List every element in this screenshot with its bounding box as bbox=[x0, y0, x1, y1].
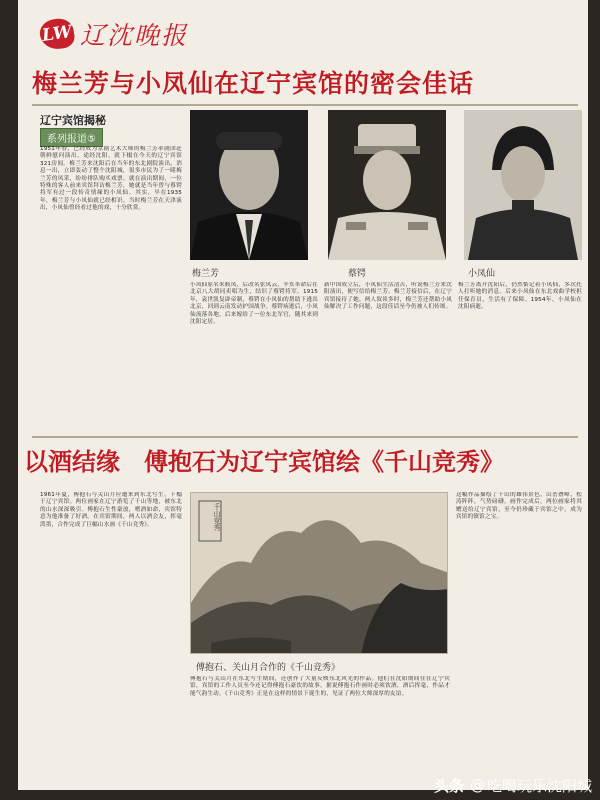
article2-body-left: 1961年夏，傅抱石与关山月应邀来到东北写生，下榻于辽宁宾馆。两位画家在辽宁游览了千山等地，被东北的山水深深吸引。傅抱石生性豪放，嗜酒如命，宾馆特意为他准备了好酒。在宾馆期间，两人以酒会友，挥毫泼墨，合作完成了巨幅山水画《千山竞秀》。 bbox=[40, 492, 182, 528]
article1-body-col3: 新中国成立后，小凤仙生活清苦，听说梅兰芳来沈阳演出，便写信给梅兰芳。梅兰芳接信后，在辽宁宾馆接待了她。两人叙谈多时，梅兰芳还帮助小凤仙解决了工作问题，这段佳话至今仍被人们传颂。 bbox=[324, 282, 452, 311]
newspaper-name: 辽沈晚报 bbox=[80, 21, 189, 50]
portrait-woman-icon bbox=[464, 110, 582, 260]
photo-caption: 蔡锷 bbox=[348, 269, 367, 279]
article2-body-bottom: 傅抱石与关山月在东北写生期间，还创作了大量反映东北风光的作品。他们在沈阳期间住在辽宁宾馆，宾馆的工作人员至今还记得傅抱石豪饮的故事。据说傅抱石作画时必须饮酒，酒后挥毫，作品才能气韵生动。《千山竞秀》正是在这样的情景下诞生的，见证了两位大师深厚的友谊。 bbox=[190, 676, 450, 697]
portrait-man-suit-icon bbox=[190, 110, 308, 260]
series-tag: 系列报道⑤ bbox=[40, 128, 103, 147]
article1-headline: 梅兰芳与小凤仙在辽宁宾馆的密会佳话 bbox=[32, 69, 475, 98]
newspaper-poster bbox=[18, 0, 588, 790]
article2-headline: 以酒结缘 傅抱石为辽宁宾馆绘《千山竞秀》 bbox=[24, 448, 504, 476]
photo-caption: 梅兰芳 bbox=[192, 269, 220, 279]
watermark-account: 吃喝玩乐沈阳城 bbox=[486, 776, 592, 795]
article1-body-col4: 梅兰芳离开沈阳后，仍然惦记着小凤仙，多次托人打听她的消息。后来小凤仙在东北戏曲学校担任保育员，生活有了保障。1954年，小凤仙在沈阳病逝。 bbox=[458, 282, 582, 311]
divider bbox=[32, 104, 578, 106]
watermark-platform: 头条 bbox=[433, 776, 464, 795]
portrait-officer-uniform-icon bbox=[328, 110, 446, 260]
painting-title-inscription: 千山竞秀 bbox=[213, 503, 221, 531]
watermark-at-icon: @ bbox=[469, 776, 485, 794]
photo-mei-lanfang bbox=[190, 110, 308, 260]
article1-kicker: 辽宁宾馆揭秘 bbox=[40, 114, 106, 127]
masthead bbox=[40, 14, 188, 54]
photo-xiao-fengxian bbox=[464, 110, 582, 260]
divider bbox=[32, 436, 578, 438]
newspaper-logo-icon: LW bbox=[38, 17, 76, 51]
platform-watermark bbox=[434, 774, 592, 796]
article1-body-col2: 小凤仙原名朱筱凤，后改名张凤云，辛亥革命后在北京八大胡同卖唱为生，结识了蔡锷将军。1915年，袁世凯复辟帝制，蔡锷在小凤仙的帮助下逃出北京，回到云南发动护国战争。蔡锷病逝后，小凤仙流落各地，后来嫁给了一位东北军官，随其来到沈阳定居。 bbox=[190, 282, 318, 326]
photo-cai-e bbox=[328, 110, 446, 260]
painting-caption: 傅抱石、关山月合作的《千山竞秀》 bbox=[196, 663, 341, 673]
photo-caption: 小凤仙 bbox=[468, 269, 496, 279]
article1-body-col1: 1951年春，已经成为京剧艺术大师的梅兰芳率剧团赴朝鲜慰问演出，途经沈阳，就下榻在今天的辽宁宾馆321房间。梅兰芳来沈阳后在当年的东北剧院演出，消息一出，立即轰动了整个沈阳城，很多市民为了一睹梅兰芳的风采，纷纷排队购买戏票。就在演出期间，一位特殊的客人前来宾馆拜访梅兰芳，她就是当年曾与蔡锷将军有过一段传奇情缘的小凤仙。其实，早在1935年，梅兰芳与小凤仙就已经相识。当时梅兰芳在天津演出，小凤仙曾经看过他的戏，十分欣赏。 bbox=[40, 146, 182, 212]
landscape-painting-icon bbox=[191, 493, 448, 654]
painting-qianshan-jingxiu bbox=[190, 492, 448, 654]
article2-body-right: 这幅作品描绘了千山的雄伟景色，山峦叠嶂，松涛阵阵，气势磅礴。画作完成后，两位画家将其赠送给辽宁宾馆，至今仍珍藏于宾馆之中，成为宾馆的镇馆之宝。 bbox=[456, 492, 582, 521]
